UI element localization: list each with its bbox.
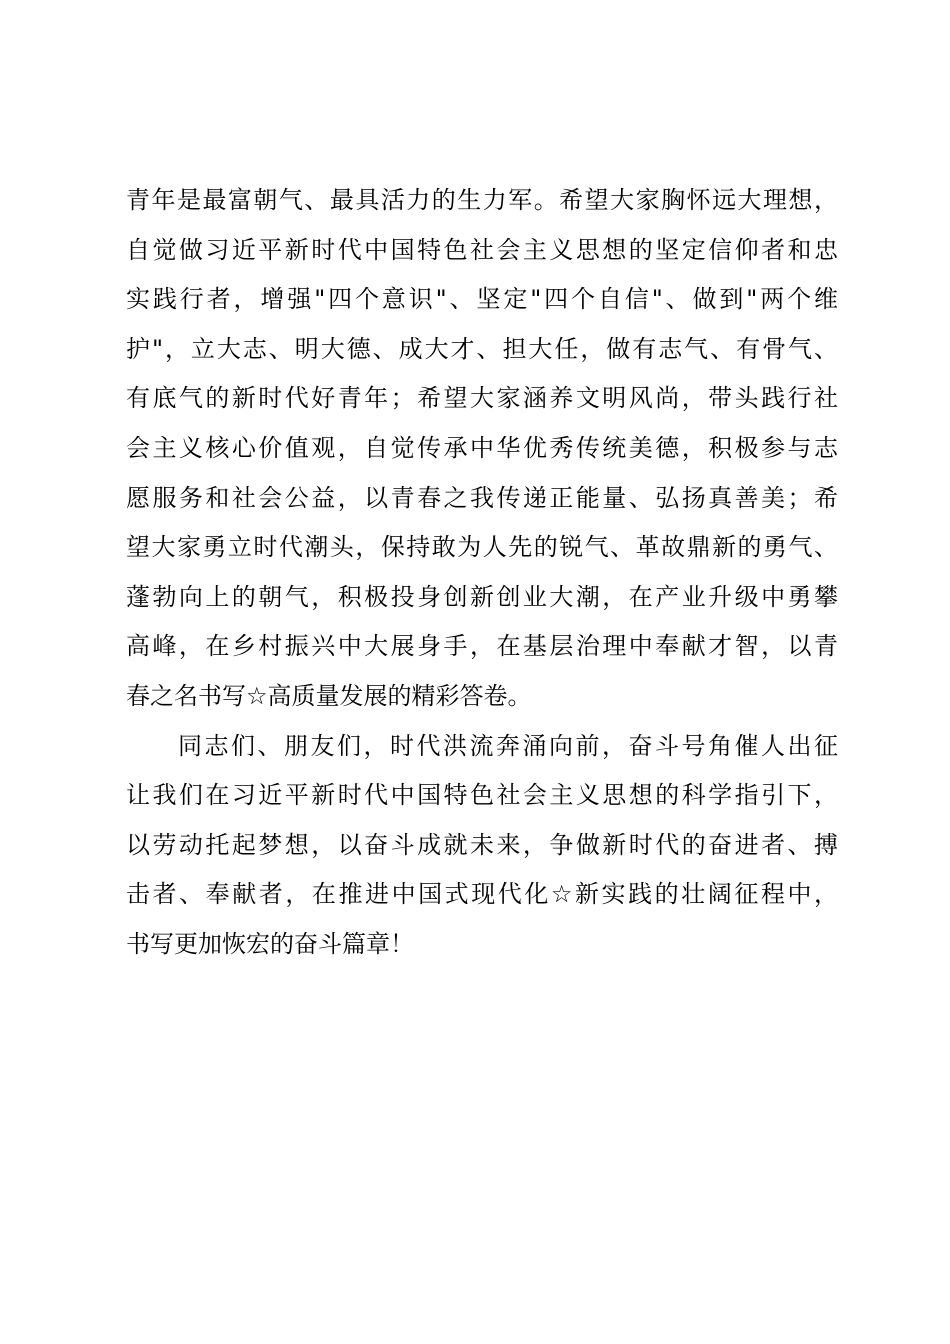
text-line: 自觉做习近平新时代中国特色社会主义思想的坚定信仰者和忠 (126, 235, 838, 264)
text-line: 会主义核心价值观，自觉传承中华优秀传统美德，积极参与志 (126, 433, 838, 462)
text-line: 愿服务和社会公益，以青春之我传递正能量、弘扬真善美；希 (126, 483, 838, 512)
text-line: 护"，立大志、明大德、成大才、担大任，做有志气、有骨气、 (126, 334, 838, 363)
text-line: 以劳动托起梦想，以奋斗成就未来，争做新时代的奋进者、搏 (126, 830, 838, 859)
text-line: 让我们在习近平新时代中国特色社会主义思想的科学指引下， (126, 781, 838, 810)
text-line: 书写更加恢宏的奋斗篇章！ (126, 929, 414, 958)
paragraph-1 (126, 176, 838, 722)
text-line: 击者、奉献者，在推进中国式现代化☆新实践的壮阔征程中， (126, 880, 838, 909)
text-line: 春之名书写☆高质量发展的精彩答卷。 (126, 681, 532, 710)
text-line: 青年是最富朝气、最具活力的生力军。希望大家胸怀远大理想， (126, 186, 838, 214)
text-line: 有底气的新时代好青年；希望大家涵养文明风尚，带头践行社 (126, 384, 838, 413)
text-line: 同志们、朋友们，时代洪流奔涌向前，奋斗号角催人出征 (178, 731, 838, 760)
text-line: 实践行者，增强"四个意识"、坚定"四个自信"、做到"两个维 (126, 285, 838, 314)
text-line: 望大家勇立时代潮头，保持敢为人先的锐气、革故鼎新的勇气、 (126, 533, 838, 562)
paragraph-2 (126, 722, 838, 970)
document-page (126, 176, 838, 970)
text-line: 高峰，在乡村振兴中大展身手，在基层治理中奉献才智，以青 (126, 632, 838, 661)
text-line: 蓬勃向上的朝气，积极投身创新创业大潮，在产业升级中勇攀 (126, 582, 838, 611)
